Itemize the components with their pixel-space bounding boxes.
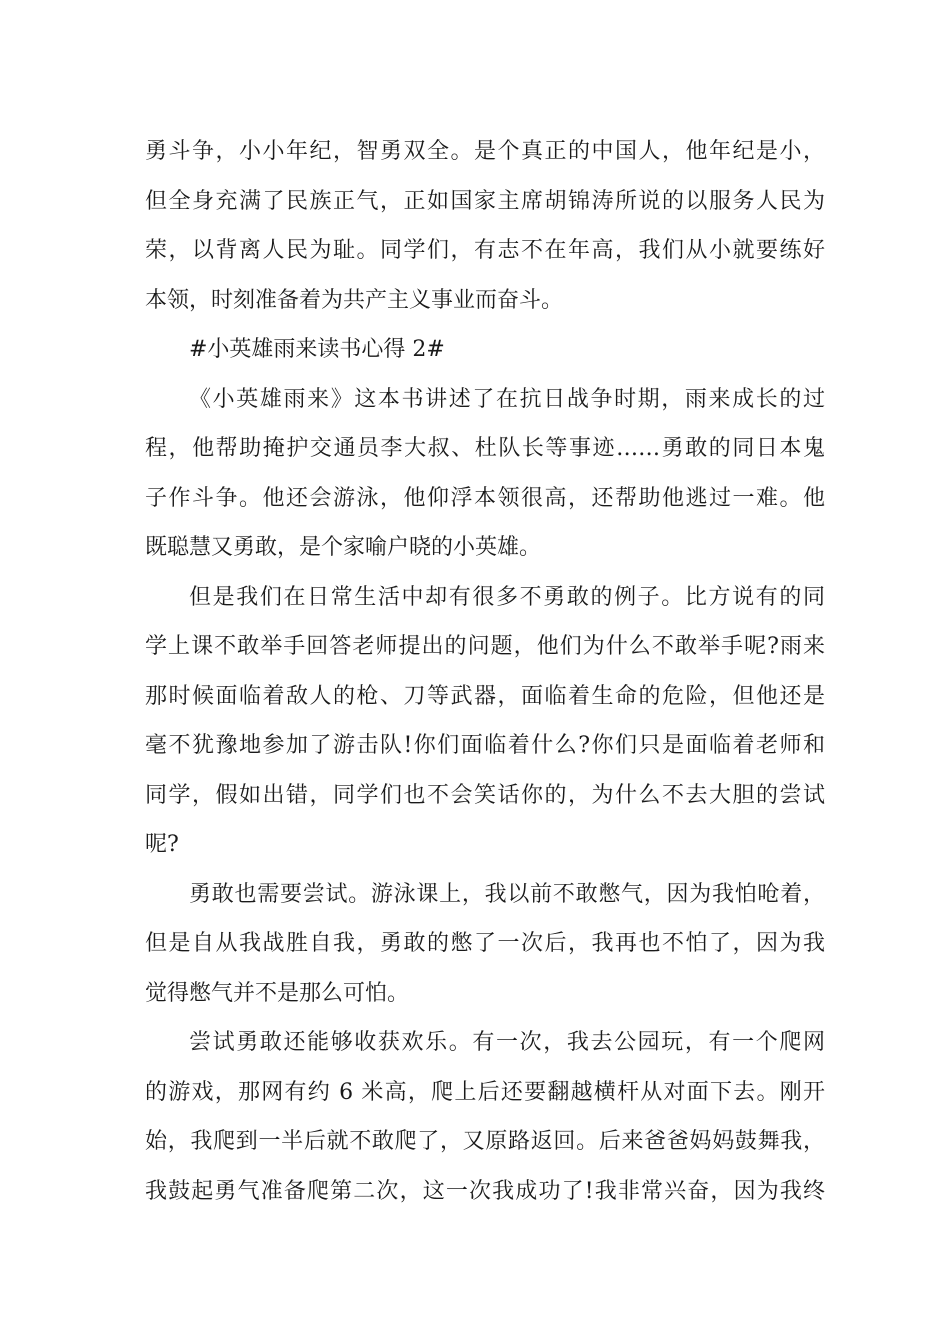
text-line: 那时候面临着敌人的枪、刀等武器，面临着生命的危险，但他还是 [145, 683, 825, 709]
text-line: 但全身充满了民族正气，正如国家主席胡锦涛所说的以服务人民为 [145, 188, 825, 214]
text-line: 尝试勇敢还能够收获欢乐。有一次，我去公园玩，有一个爬网 [189, 1030, 825, 1055]
document-body [145, 127, 825, 1216]
text-line: 勇斗争，小小年纪，智勇双全。是个真正的中国人，他年纪是小， [145, 139, 825, 164]
text-line: 觉得憋气并不是那么可怕。 [145, 980, 410, 1006]
text-line: 但是我们在日常生活中却有很多不勇敢的例子。比方说有的同 [189, 584, 825, 610]
text-line: 程，他帮助掩护交通员李大叔、杜队长等事迹……勇敢的同日本鬼 [145, 436, 825, 461]
text-line: 本领，时刻准备着为共产主义事业而奋斗。 [145, 287, 564, 313]
text-line: 同学，假如出错，同学们也不会笑话你的，为什么不去大胆的尝试 [145, 782, 825, 808]
text-line: 始，我爬到一半后就不敢爬了，又原路返回。后来爸爸妈妈鼓舞我， [145, 1129, 825, 1154]
text-line: 呢? [145, 832, 179, 857]
text-line: 但是自从我战胜自我，勇敢的憋了一次后，我再也不怕了，因为我 [145, 931, 825, 956]
text-line: 子作斗争。他还会游泳，他仰浮本领很高，还帮助他逃过一难。他 [145, 485, 825, 511]
text-line: 荣，以背离人民为耻。同学们，有志不在年高，我们从小就要练好 [145, 238, 825, 263]
text-line: 学上课不敢举手回答老师提出的问题，他们为什么不敢举手呢?雨来 [145, 634, 825, 659]
text-line: 的游戏，那网有约 6 米高，爬上后还要翻越横杆从对面下去。刚开 [145, 1079, 825, 1105]
text-line: 勇敢也需要尝试。游泳课上，我以前不敢憋气，因为我怕呛着， [189, 881, 825, 907]
section-heading: #小英雄雨来读书心得 2# [189, 337, 445, 362]
text-line: 毫不犹豫地参加了游击队!你们面临着什么?你们只是面临着老师和 [145, 733, 825, 758]
text-line: 既聪慧又勇敢，是个家喻户晓的小英雄。 [145, 535, 542, 560]
text-line: 《小英雄雨来》这本书讲述了在抗日战争时期，雨来成长的过 [189, 386, 825, 412]
text-line: 我鼓起勇气准备爬第二次，这一次我成功了!我非常兴奋，因为我终 [145, 1178, 825, 1204]
